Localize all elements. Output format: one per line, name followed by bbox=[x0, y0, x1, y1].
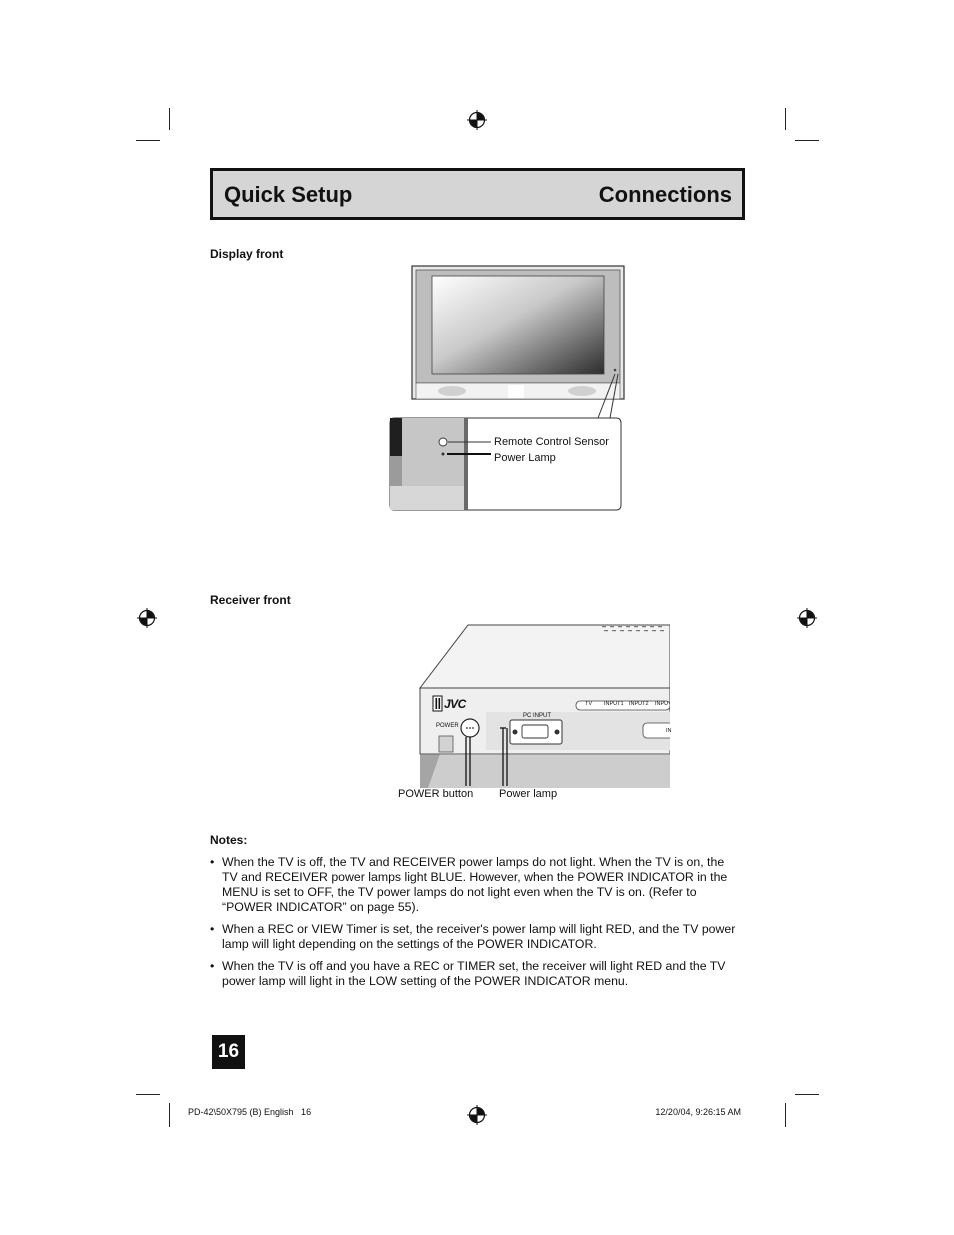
note-item: • When the TV is off and you have a REC or TIMER set, the receiver will light RED and the TV power lamp will light in the LOW setting of the POWER INDICATOR menu. bbox=[210, 959, 742, 989]
registration-mark-icon bbox=[467, 1105, 487, 1125]
input-tab-tv: TV bbox=[585, 701, 593, 707]
chapter-title: Connections bbox=[598, 182, 732, 207]
power-text: POWER bbox=[436, 723, 459, 729]
registration-mark-icon bbox=[137, 608, 157, 628]
display-front-label: Display front bbox=[210, 247, 284, 261]
receiver-brand-logo: JVC bbox=[444, 697, 466, 711]
crop-mark bbox=[785, 108, 786, 130]
crop-mark bbox=[136, 140, 160, 141]
power-lamp-callout: Power Lamp bbox=[494, 452, 556, 464]
note-item: • When the TV is off, the TV and RECEIVER power lamps do not light. When the TV is on, the TV and RECEIVER power lamps light BLUE. However, when the POWER INDICATOR in the MENU is set to OFF, the TV power lamps do not light even when the TV is on. (Refer to “POWER INDICATOR” on page 55). bbox=[210, 855, 742, 915]
input-tab-input3: INPU bbox=[655, 701, 668, 707]
display-front-illustration bbox=[388, 264, 628, 514]
crop-mark bbox=[795, 1094, 819, 1095]
crop-mark bbox=[169, 108, 170, 130]
input-tab-input2: INPUT2 bbox=[629, 701, 649, 707]
pc-input-text: PC INPUT bbox=[523, 713, 552, 719]
crop-mark bbox=[785, 1103, 786, 1127]
notes-title: Notes: bbox=[210, 833, 248, 847]
crop-mark bbox=[169, 1103, 170, 1127]
section-title: Quick Setup bbox=[224, 182, 353, 207]
input-tab-input1: INPUT1 bbox=[604, 701, 624, 707]
crop-mark bbox=[136, 1094, 160, 1095]
power-lamp-receiver-callout: Power lamp bbox=[499, 788, 558, 800]
notes-list bbox=[210, 855, 742, 996]
remote-sensor-callout: Remote Control Sensor bbox=[494, 436, 609, 448]
receiver-front-label: Receiver front bbox=[210, 593, 291, 607]
footer-timestamp: 12/20/04, 9:26:15 AM bbox=[655, 1107, 741, 1117]
receiver-right-button-text: IN bbox=[666, 728, 672, 734]
page-number: 16 bbox=[212, 1035, 245, 1069]
note-item: • When a REC or VIEW Timer is set, the receiver's power lamp will light RED, and the TV power lamp will light depending on the settings of the POWER INDICATOR. bbox=[210, 922, 742, 952]
page-header bbox=[210, 168, 745, 220]
crop-mark bbox=[795, 140, 819, 141]
footer-file-info: PD-42\50X795 (B) English 16 bbox=[188, 1107, 312, 1117]
registration-mark-icon bbox=[467, 110, 487, 130]
registration-mark-icon bbox=[797, 608, 817, 628]
power-button-callout: POWER button bbox=[398, 788, 474, 800]
